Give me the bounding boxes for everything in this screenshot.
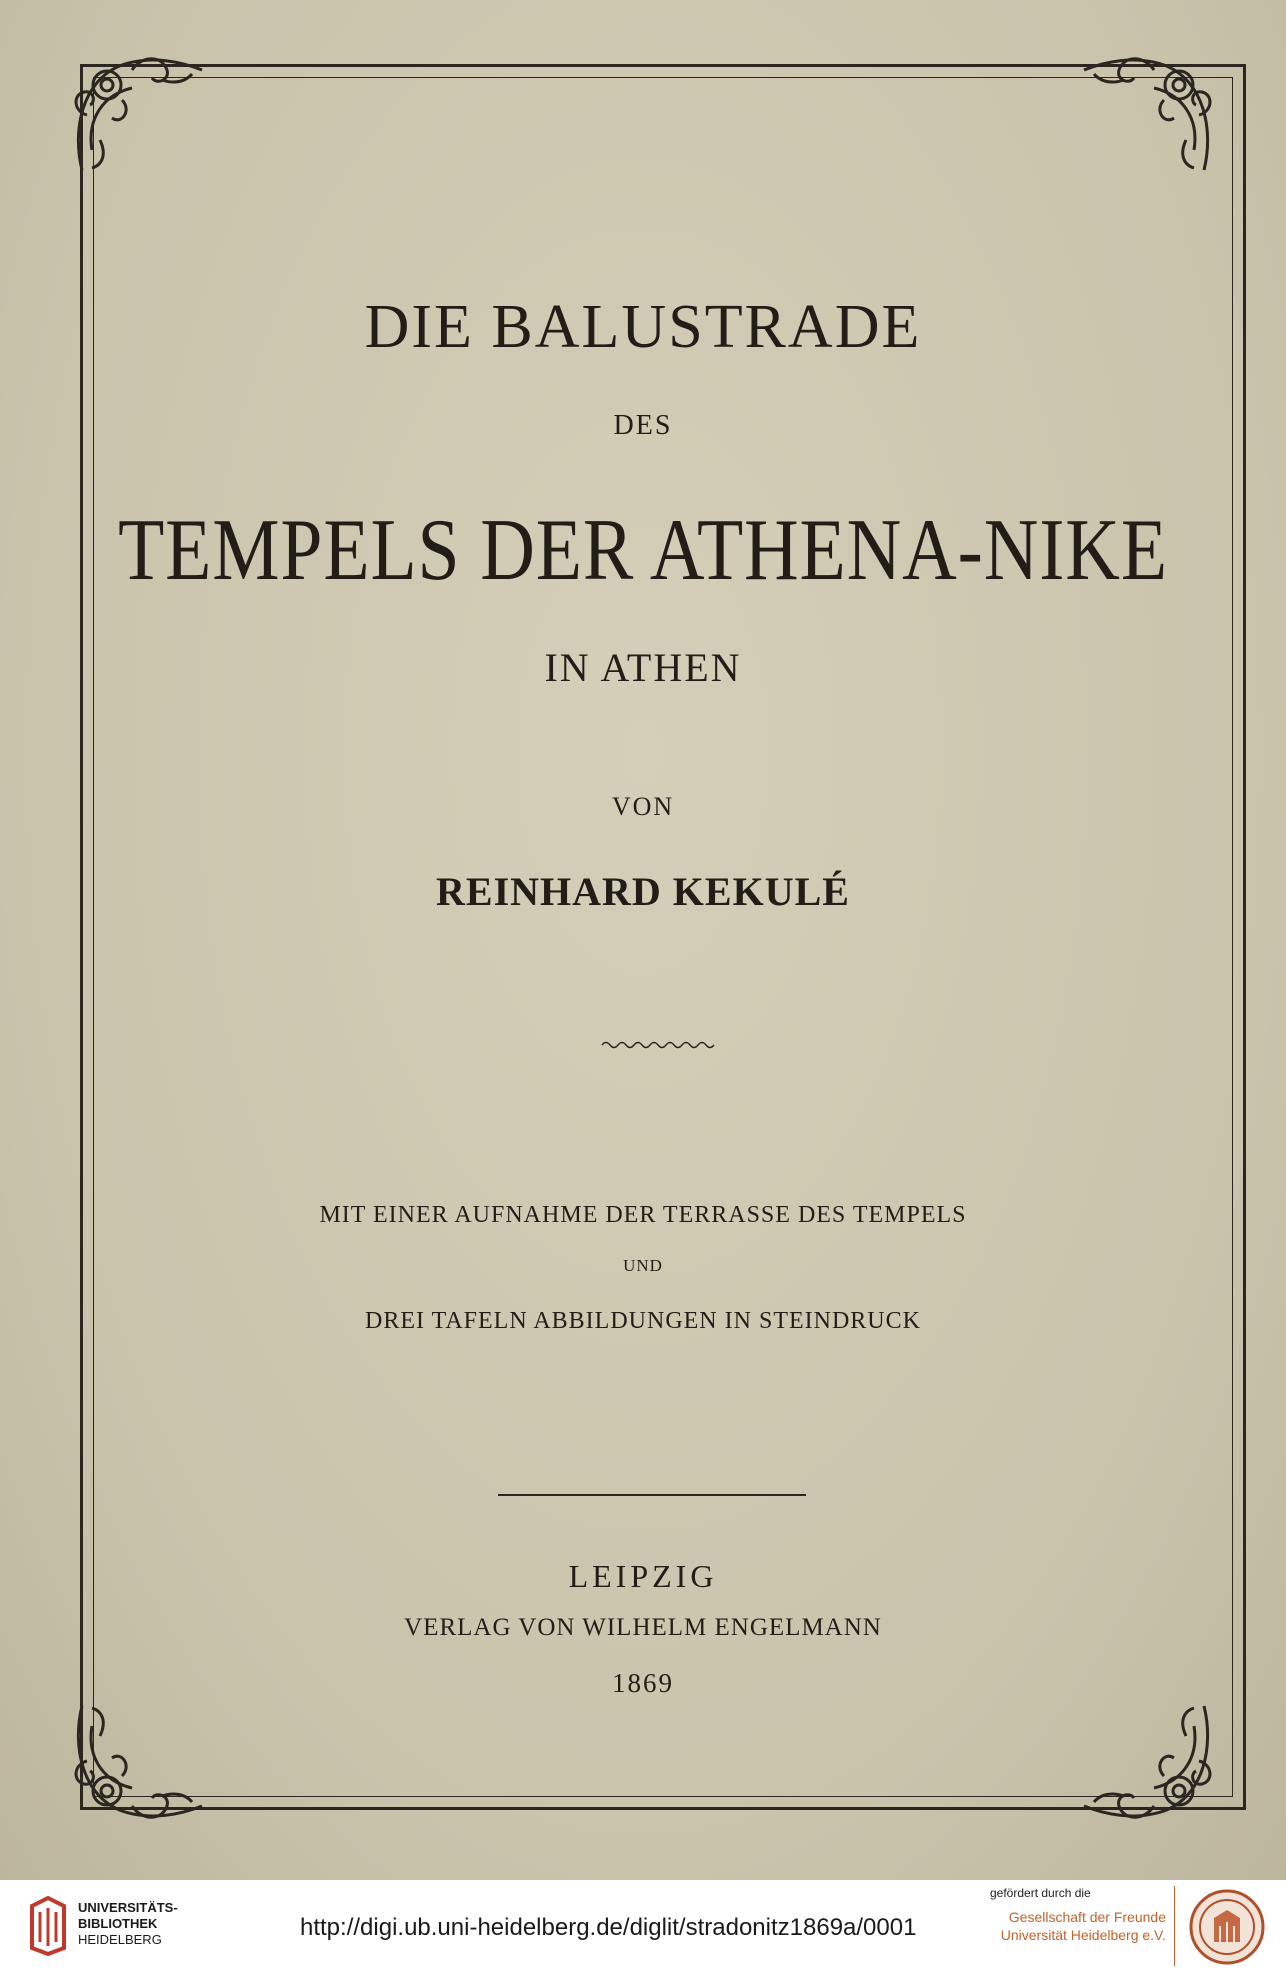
imprint-year: 1869 [612,1668,674,1698]
corner-ornament-icon [62,1686,212,1836]
sponsor-name-line: Gesellschaft der Freunde [1008,1909,1166,1925]
title-line-2: DES [613,410,673,441]
corner-ornament-icon [62,40,212,190]
sponsor-name-line: Universität Heidelberg e.V. [1000,1927,1166,1943]
digitization-footer [0,1880,1286,1972]
sponsor-prefix: gefördert durch die [990,1886,1091,1900]
library-name-line: BIBLIOTHEK [78,1916,158,1931]
subtitle-line-1: MIT EINER AUFNAHME DER TERRASSE DES TEMPELS [319,1202,967,1228]
library-name-line: HEIDELBERG [78,1932,162,1947]
title-line-1: DIE BALUSTRADE [364,293,922,361]
library-name [78,1900,178,1948]
sponsor-name [1001,1908,1166,1944]
title-line-4: IN ATHEN [544,645,742,690]
horizontal-rule [498,1494,806,1496]
imprint-place: LEIPZIG [568,1558,718,1594]
wavy-divider-icon [600,1038,720,1052]
imprint-publisher: VERLAG VON WILHELM ENGELMANN [404,1614,882,1641]
permalink-url[interactable]: http://digi.ub.uni-heidelberg.de/diglit/stradonitz1869a/0001 [300,1914,917,1941]
university-seal-icon [1188,1888,1266,1966]
library-logo-icon [26,1896,70,1956]
subtitle-line-3: DREI TAFELN ABBILDUNGEN IN STEINDRUCK [365,1308,921,1334]
title-main: TEMPELS DER ATHENA-NIKE [118,502,1168,599]
corner-ornament-icon [1074,1686,1224,1836]
sponsor-divider [1174,1886,1175,1966]
byline-von: VON [611,792,675,821]
author-name: REINHARD KEKULÉ [436,869,850,914]
corner-ornament-icon [1074,40,1224,190]
library-name-line: UNIVERSITÄTS- [78,1900,178,1915]
subtitle-line-2: UND [623,1256,663,1275]
